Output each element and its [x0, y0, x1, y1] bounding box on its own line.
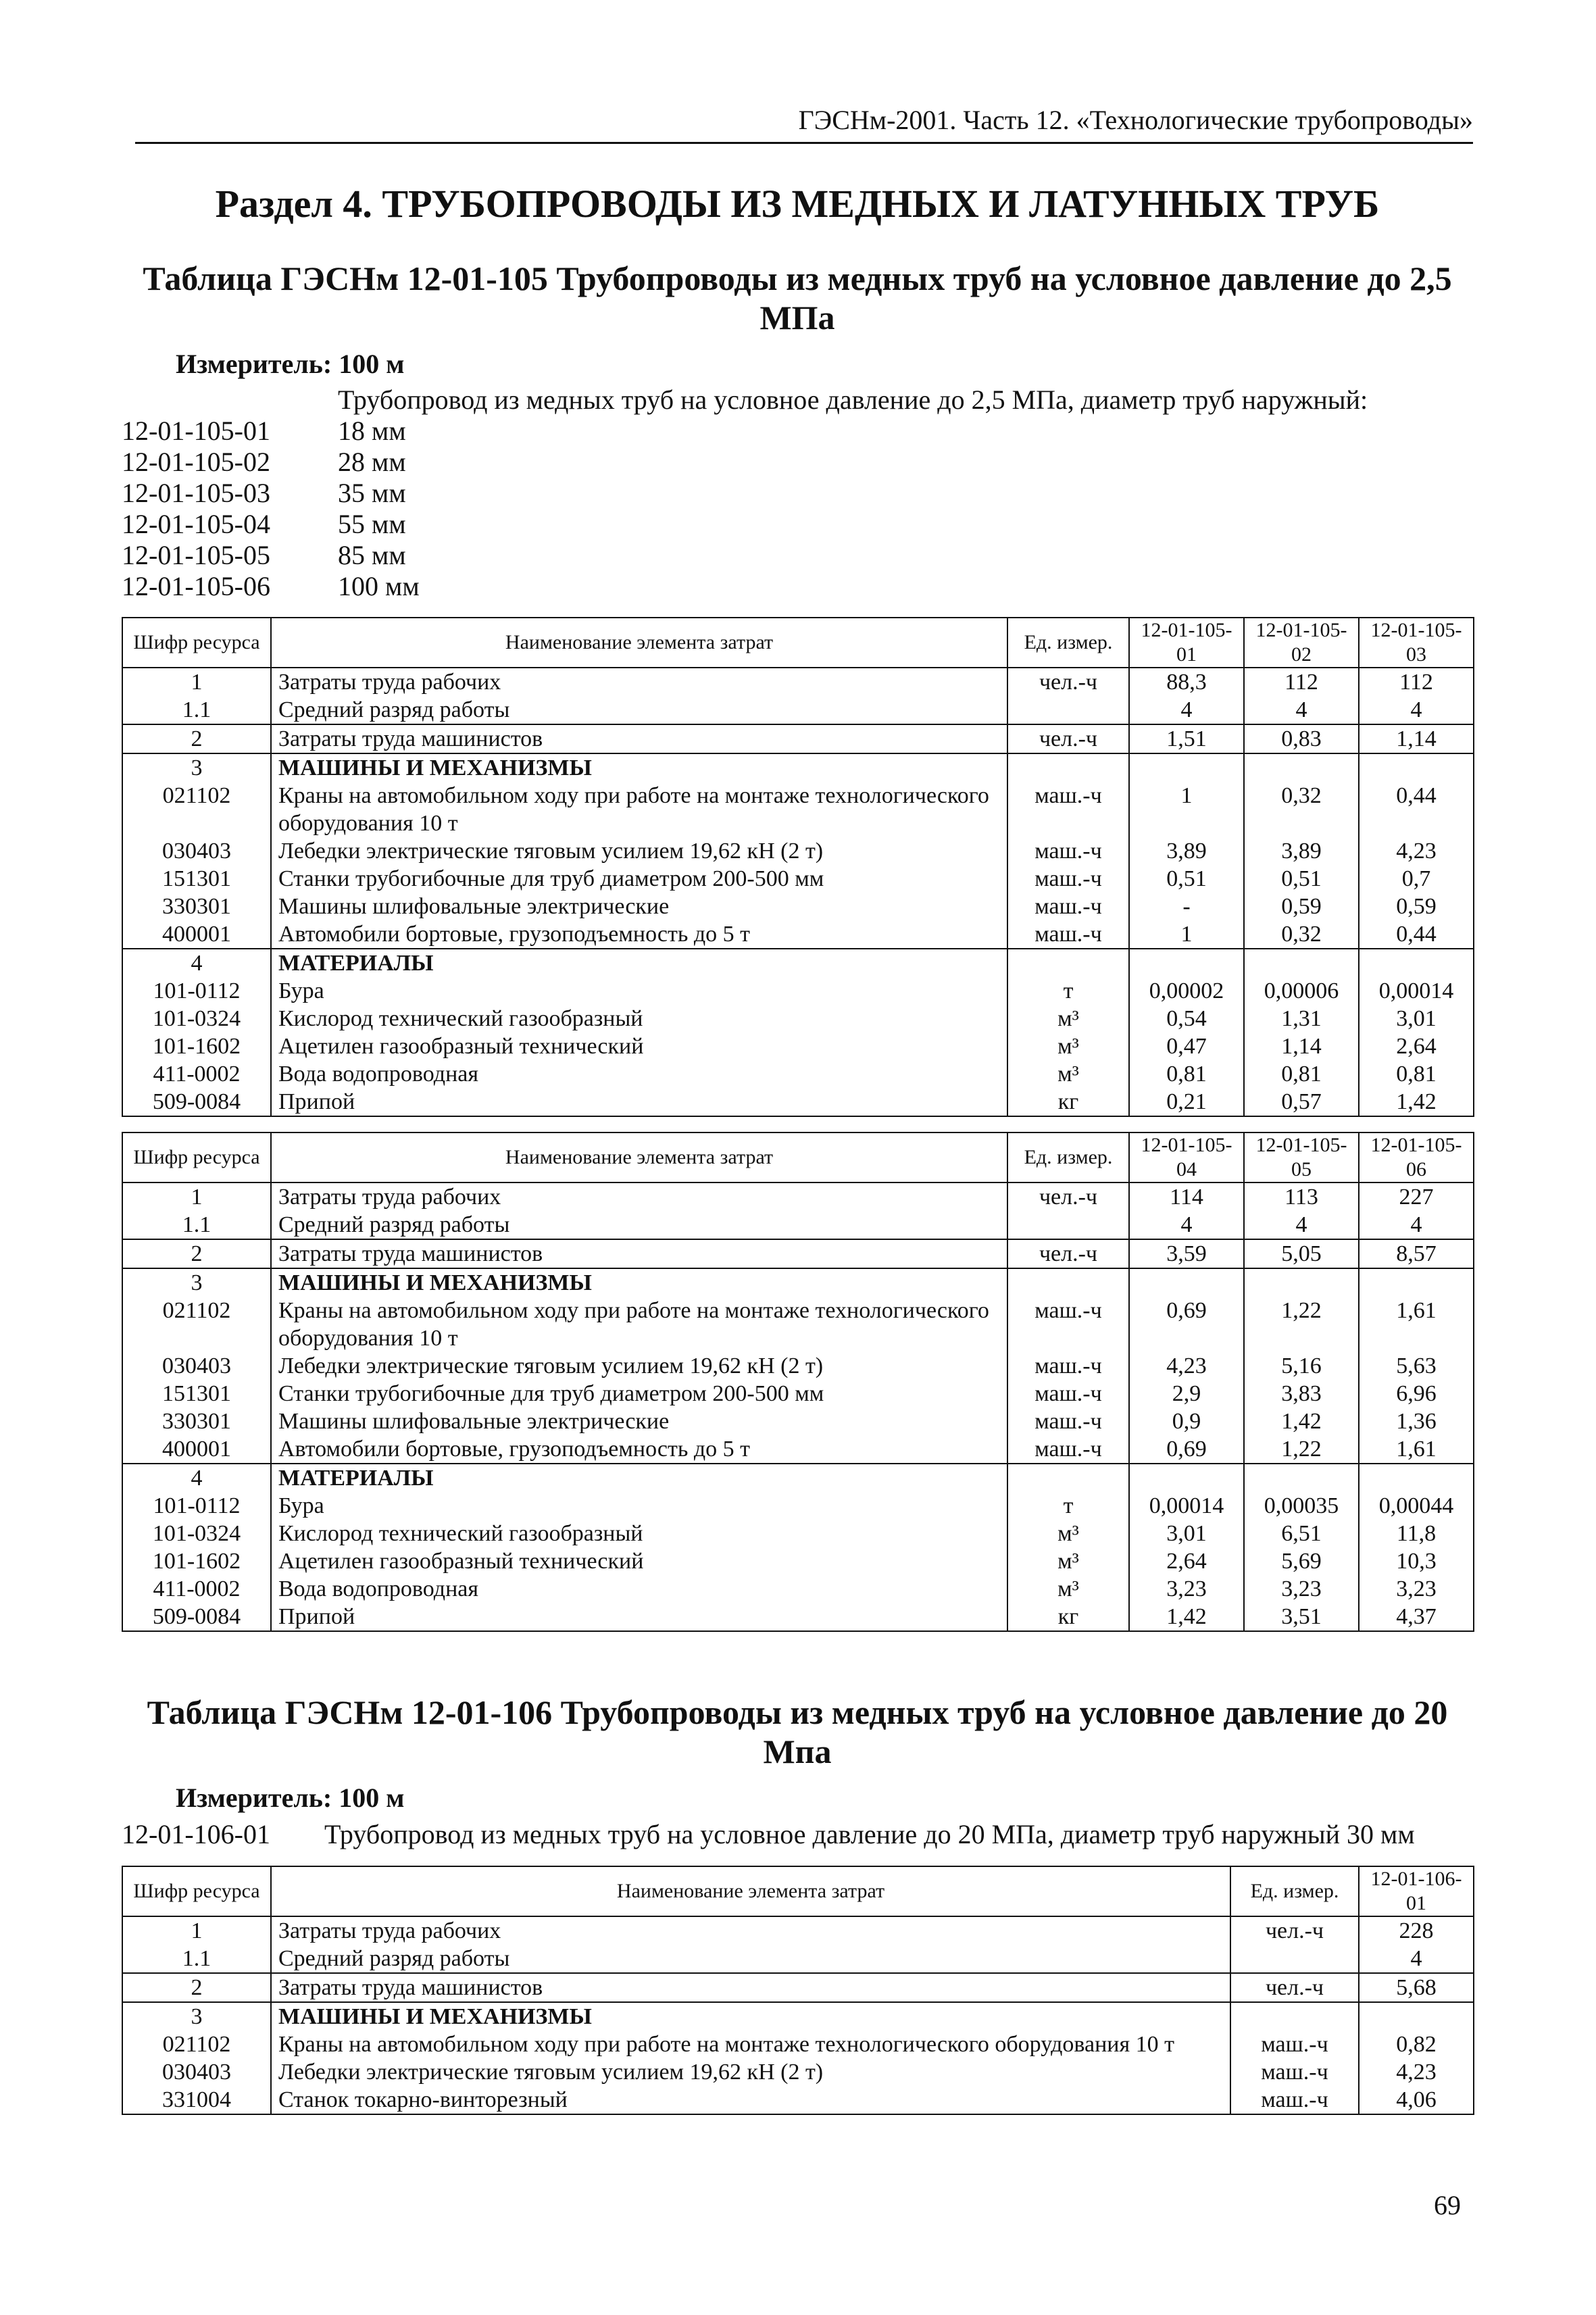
resource-value: 113	[1244, 1183, 1359, 1211]
resource-value: 0,81	[1244, 1060, 1359, 1088]
resource-value	[1129, 949, 1244, 977]
resource-code: 3	[122, 1268, 271, 1297]
resource-name: Ацетилен газообразный технический	[271, 1032, 1007, 1060]
resource-name: Станки трубогибочные для труб диаметром 200-500 мм	[271, 865, 1007, 893]
resource-name: Вода водопроводная	[271, 1060, 1007, 1088]
code-list-code: 12-01-105-02	[122, 447, 270, 477]
resource-name: Машины шлифовальные электрические	[271, 893, 1007, 920]
resource-name: МАШИНЫ И МЕХАНИЗМЫ	[271, 2002, 1230, 2031]
table-row	[122, 1060, 1474, 1088]
resource-value	[1359, 949, 1474, 977]
resource-value: 0,21	[1129, 1088, 1244, 1116]
resource-value: 0,44	[1359, 920, 1474, 949]
table-106-description	[122, 1818, 1473, 1851]
resource-value: 0,51	[1244, 865, 1359, 893]
resource-name: Припой	[271, 1088, 1007, 1116]
resource-unit	[1230, 1945, 1359, 1973]
code-list-item	[122, 478, 1473, 509]
resource-value: 4	[1244, 696, 1359, 724]
resource-value: 0,00014	[1129, 1492, 1244, 1520]
resource-unit	[1007, 753, 1129, 782]
resource-value	[1244, 753, 1359, 782]
resource-value: 0,54	[1129, 1005, 1244, 1032]
resource-value: 0,47	[1129, 1032, 1244, 1060]
resource-value: 227	[1359, 1183, 1474, 1211]
resource-value: 3,01	[1359, 1005, 1474, 1032]
resource-code: 101-0324	[122, 1520, 271, 1547]
resource-code: 330301	[122, 1408, 271, 1435]
resource-value: 5,63	[1359, 1352, 1474, 1380]
resource-value: 0,9	[1129, 1408, 1244, 1435]
resource-code: 101-0324	[122, 1005, 271, 1032]
resource-unit: чел.-ч	[1007, 1239, 1129, 1268]
header-column-code: 12-01-105-03	[1359, 618, 1474, 668]
resource-name: Автомобили бортовые, грузоподъемность до 5 т	[271, 920, 1007, 949]
table-row	[122, 1408, 1474, 1435]
resource-unit: м³	[1007, 1005, 1129, 1032]
code-list-code: 12-01-105-06	[122, 571, 270, 601]
resource-code: 030403	[122, 2058, 271, 2086]
table-row	[122, 2058, 1474, 2086]
resource-code: 101-0112	[122, 1492, 271, 1520]
table-106-code: 12-01-106-01	[122, 1819, 270, 1849]
table-row	[122, 782, 1474, 837]
resource-value: 4	[1359, 1945, 1474, 1973]
header-unit: Ед. измер.	[1007, 618, 1129, 668]
table-106-title: Таблица ГЭСНм 12-01-106 Трубопроводы из медных труб на условное давление до 20 Мпа	[147, 1693, 1448, 1770]
resource-code: 330301	[122, 893, 271, 920]
resource-value: 0,00044	[1359, 1492, 1474, 1520]
code-list-item	[122, 509, 1473, 540]
resource-value: 3,89	[1244, 837, 1359, 865]
resource-code: 030403	[122, 837, 271, 865]
resource-code: 411-0002	[122, 1060, 271, 1088]
table-106-desc-text: Трубопровод из медных труб на условное давление до 20 МПа, диаметр труб наружный 30 мм	[324, 1819, 1415, 1849]
resource-unit: маш.-ч	[1007, 837, 1129, 865]
resource-value: 0,00014	[1359, 977, 1474, 1005]
resource-value: 1,36	[1359, 1408, 1474, 1435]
resource-unit: маш.-ч	[1007, 1408, 1129, 1435]
resource-value	[1359, 1464, 1474, 1492]
resource-value: 112	[1359, 668, 1474, 696]
resource-value: 1,42	[1244, 1408, 1359, 1435]
resource-value	[1244, 1268, 1359, 1297]
resource-code: 101-0112	[122, 977, 271, 1005]
resource-table-105-a	[122, 617, 1474, 1117]
resource-value: 6,96	[1359, 1380, 1474, 1408]
resource-name: Затраты труда машинистов	[271, 1973, 1230, 2002]
resource-value: 0,7	[1359, 865, 1474, 893]
resource-value	[1359, 753, 1474, 782]
code-list-code: 12-01-105-01	[122, 416, 270, 446]
resource-code: 2	[122, 724, 271, 753]
resource-name: Средний разряд работы	[271, 1945, 1230, 1973]
resource-unit: маш.-ч	[1230, 2058, 1359, 2086]
resource-value: 0,32	[1244, 782, 1359, 837]
table-105-title: Таблица ГЭСНм 12-01-105 Трубопроводы из медных труб на условное давление до 2,5 МПа	[143, 259, 1452, 337]
resource-value: 4	[1359, 1211, 1474, 1239]
resource-value: 0,00002	[1129, 977, 1244, 1005]
resource-name: МАШИНЫ И МЕХАНИЗМЫ	[271, 1268, 1007, 1297]
resource-unit: т	[1007, 1492, 1129, 1520]
resource-value: 0,51	[1129, 865, 1244, 893]
resource-code: 400001	[122, 1435, 271, 1464]
resource-value: 0,59	[1244, 893, 1359, 920]
code-list-size: 100 мм	[338, 571, 420, 601]
resource-value: 1,31	[1244, 1005, 1359, 1032]
table-row	[122, 893, 1474, 920]
resource-value: 4	[1129, 696, 1244, 724]
resource-value: 0,83	[1244, 724, 1359, 753]
resource-value: 228	[1359, 1916, 1474, 1945]
resource-name: Бура	[271, 1492, 1007, 1520]
running-header: ГЭСНм-2001. Часть 12. «Технологические трубопроводы»	[135, 101, 1473, 144]
resource-name: Краны на автомобильном ходу при работе на монтаже технологического оборудования 10 т	[271, 2031, 1230, 2058]
resource-name: Машины шлифовальные электрические	[271, 1408, 1007, 1435]
header-name: Наименование элемента затрат	[271, 1866, 1230, 1916]
table-105-meter: Измеритель: 100 м	[176, 349, 405, 379]
resource-value: 1,22	[1244, 1297, 1359, 1352]
resource-value: 112	[1244, 668, 1359, 696]
code-list-code: 12-01-105-04	[122, 509, 270, 539]
code-list-code: 12-01-105-05	[122, 540, 270, 570]
resource-value: 1,14	[1244, 1032, 1359, 1060]
resource-unit: маш.-ч	[1007, 1352, 1129, 1380]
code-list-size: 55 мм	[338, 509, 406, 539]
code-list-size: 28 мм	[338, 447, 406, 477]
resource-value: 3,59	[1129, 1239, 1244, 1268]
resource-code: 1	[122, 1183, 271, 1211]
resource-value: 4,06	[1359, 2086, 1474, 2114]
resource-value: 0,69	[1129, 1297, 1244, 1352]
header-column-code: 12-01-105-01	[1129, 618, 1244, 668]
resource-unit	[1007, 1211, 1129, 1239]
resource-code: 1.1	[122, 696, 271, 724]
resource-value: 114	[1129, 1183, 1244, 1211]
resource-value: 1,14	[1359, 724, 1474, 753]
resource-value: 4,23	[1359, 2058, 1474, 2086]
resource-name: Вода водопроводная	[271, 1575, 1007, 1603]
table-row	[122, 1032, 1474, 1060]
resource-name: Станок токарно-винторезный	[271, 2086, 1230, 2114]
resource-unit: кг	[1007, 1603, 1129, 1631]
resource-value: 3,23	[1244, 1575, 1359, 1603]
resource-code: 400001	[122, 920, 271, 949]
resource-value: 2,64	[1359, 1032, 1474, 1060]
resource-name: Кислород технический газообразный	[271, 1520, 1007, 1547]
resource-code: 1.1	[122, 1945, 271, 1973]
resource-name: Затраты труда рабочих	[271, 668, 1007, 696]
resource-value: 4	[1244, 1211, 1359, 1239]
resource-name: Припой	[271, 1603, 1007, 1631]
resource-name: Средний разряд работы	[271, 696, 1007, 724]
resource-value: 3,01	[1129, 1520, 1244, 1547]
resource-unit	[1007, 949, 1129, 977]
resource-value	[1129, 1464, 1244, 1492]
table-row	[122, 1297, 1474, 1352]
resource-unit: маш.-ч	[1007, 1435, 1129, 1464]
resource-name: Станки трубогибочные для труб диаметром 200-500 мм	[271, 1380, 1007, 1408]
resource-code: 331004	[122, 2086, 271, 2114]
resource-code: 509-0084	[122, 1603, 271, 1631]
resource-value: 10,3	[1359, 1547, 1474, 1575]
resource-unit: маш.-ч	[1007, 920, 1129, 949]
resource-unit	[1007, 1268, 1129, 1297]
table-row	[122, 696, 1474, 724]
resource-value: 1,42	[1359, 1088, 1474, 1116]
resource-unit: м³	[1007, 1575, 1129, 1603]
resource-code: 021102	[122, 2031, 271, 2058]
resource-unit: маш.-ч	[1007, 865, 1129, 893]
document-page	[122, 101, 1473, 2115]
resource-value: 2,64	[1129, 1547, 1244, 1575]
resource-unit: кг	[1007, 1088, 1129, 1116]
resource-value: 4,23	[1129, 1352, 1244, 1380]
resource-code: 3	[122, 753, 271, 782]
code-list-size: 85 мм	[338, 540, 406, 570]
table-row	[122, 1380, 1474, 1408]
resource-unit	[1007, 1464, 1129, 1492]
resource-unit: маш.-ч	[1007, 893, 1129, 920]
table-105-code-list	[122, 416, 1473, 602]
resource-name: Ацетилен газообразный технический	[271, 1547, 1007, 1575]
resource-value: 1,51	[1129, 724, 1244, 753]
table-row	[122, 753, 1474, 782]
resource-unit: м³	[1007, 1520, 1129, 1547]
resource-value: 0,32	[1244, 920, 1359, 949]
resource-value: 0,57	[1244, 1088, 1359, 1116]
resource-value: 3,51	[1244, 1603, 1359, 1631]
table-row	[122, 1268, 1474, 1297]
resource-value: 0,81	[1359, 1060, 1474, 1088]
section-title: Раздел 4. ТРУБОПРОВОДЫ ИЗ МЕДНЫХ И ЛАТУННЫХ ТРУБ	[215, 182, 1380, 226]
table-row	[122, 1916, 1474, 1945]
table-row	[122, 1183, 1474, 1211]
resource-name: Бура	[271, 977, 1007, 1005]
resource-value	[1129, 753, 1244, 782]
header-column-code: 12-01-106-01	[1359, 1866, 1474, 1916]
code-list-code: 12-01-105-03	[122, 478, 270, 508]
resource-value: 2,9	[1129, 1380, 1244, 1408]
resource-value: 6,51	[1244, 1520, 1359, 1547]
table-row	[122, 1603, 1474, 1631]
resource-name: Затраты труда машинистов	[271, 724, 1007, 753]
resource-value: 1,22	[1244, 1435, 1359, 1464]
resource-code: 4	[122, 949, 271, 977]
resource-value: 5,05	[1244, 1239, 1359, 1268]
code-list-item	[122, 571, 1473, 602]
resource-value: 1,42	[1129, 1603, 1244, 1631]
table-row	[122, 1520, 1474, 1547]
resource-name: МАШИНЫ И МЕХАНИЗМЫ	[271, 753, 1007, 782]
header-unit: Ед. измер.	[1007, 1132, 1129, 1183]
table-105-intro: Трубопровод из медных труб на условное давление до 2,5 МПа, диаметр труб наружный:	[338, 384, 1368, 415]
resource-unit: маш.-ч	[1007, 1380, 1129, 1408]
resource-name: МАТЕРИАЛЫ	[271, 949, 1007, 977]
resource-unit: маш.-ч	[1230, 2086, 1359, 2114]
resource-name: МАТЕРИАЛЫ	[271, 1464, 1007, 1492]
resource-code: 4	[122, 1464, 271, 1492]
resource-value: 0,59	[1359, 893, 1474, 920]
resource-value: 4,37	[1359, 1603, 1474, 1631]
resource-unit: т	[1007, 977, 1129, 1005]
resource-code: 101-1602	[122, 1032, 271, 1060]
table-row	[122, 1575, 1474, 1603]
resource-value: 3,23	[1359, 1575, 1474, 1603]
resource-value: 8,57	[1359, 1239, 1474, 1268]
resource-code: 2	[122, 1973, 271, 2002]
resource-value: 0,00035	[1244, 1492, 1359, 1520]
resource-value: 11,8	[1359, 1520, 1474, 1547]
table-row	[122, 949, 1474, 977]
resource-value: 4	[1129, 1211, 1244, 1239]
header-unit: Ед. измер.	[1230, 1866, 1359, 1916]
header-column-code: 12-01-105-04	[1129, 1132, 1244, 1183]
resource-code: 411-0002	[122, 1575, 271, 1603]
resource-code: 1.1	[122, 1211, 271, 1239]
code-list-item	[122, 540, 1473, 571]
table-row	[122, 1005, 1474, 1032]
resource-value: 1,61	[1359, 1297, 1474, 1352]
resource-value: 0,00006	[1244, 977, 1359, 1005]
resource-name: Лебедки электрические тяговым усилием 19,62 кН (2 т)	[271, 2058, 1230, 2086]
resource-unit	[1007, 696, 1129, 724]
resource-table-105-b	[122, 1132, 1474, 1632]
resource-name: Лебедки электрические тяговым усилием 19,62 кН (2 т)	[271, 1352, 1007, 1380]
resource-value	[1359, 1268, 1474, 1297]
resource-value: 0,44	[1359, 782, 1474, 837]
resource-unit: чел.-ч	[1007, 1183, 1129, 1211]
resource-value: 0,81	[1129, 1060, 1244, 1088]
resource-code: 151301	[122, 1380, 271, 1408]
resource-value	[1359, 2002, 1474, 2031]
resource-unit: чел.-ч	[1230, 1973, 1359, 2002]
table-row	[122, 1435, 1474, 1464]
resource-value: 3,89	[1129, 837, 1244, 865]
header-name: Наименование элемента затрат	[271, 618, 1007, 668]
resource-code: 021102	[122, 1297, 271, 1352]
resource-code: 3	[122, 2002, 271, 2031]
resource-value: 1	[1129, 782, 1244, 837]
resource-value: 0,82	[1359, 2031, 1474, 2058]
resource-unit: чел.-ч	[1230, 1916, 1359, 1945]
resource-value: 4,23	[1359, 837, 1474, 865]
resource-name: Лебедки электрические тяговым усилием 19,62 кН (2 т)	[271, 837, 1007, 865]
table-row	[122, 2086, 1474, 2114]
resource-unit: маш.-ч	[1230, 2031, 1359, 2058]
resource-name: Средний разряд работы	[271, 1211, 1007, 1239]
header-column-code: 12-01-105-02	[1244, 618, 1359, 668]
table-row	[122, 1088, 1474, 1116]
table-row	[122, 1239, 1474, 1268]
resource-name: Автомобили бортовые, грузоподъемность до 5 т	[271, 1435, 1007, 1464]
resource-value	[1129, 1268, 1244, 1297]
table-row	[122, 2031, 1474, 2058]
table-row	[122, 2002, 1474, 2031]
resource-name: Затраты труда рабочих	[271, 1183, 1007, 1211]
table-row	[122, 1973, 1474, 2002]
resource-value: 88,3	[1129, 668, 1244, 696]
resource-unit: м³	[1007, 1060, 1129, 1088]
code-list-size: 35 мм	[338, 478, 406, 508]
resource-name: Затраты труда рабочих	[271, 1916, 1230, 1945]
header-code: Шифр ресурса	[122, 1866, 271, 1916]
table-row	[122, 977, 1474, 1005]
header-code: Шифр ресурса	[122, 618, 271, 668]
resource-value: 1	[1129, 920, 1244, 949]
resource-unit	[1230, 2002, 1359, 2031]
resource-value: 3,83	[1244, 1380, 1359, 1408]
resource-code: 1	[122, 668, 271, 696]
resource-table-106	[122, 1866, 1474, 2115]
table-106-meter: Измеритель: 100 м	[176, 1783, 405, 1813]
resource-unit: м³	[1007, 1547, 1129, 1575]
table-row	[122, 1547, 1474, 1575]
resource-value	[1244, 1464, 1359, 1492]
resource-name: Кислород технический газообразный	[271, 1005, 1007, 1032]
resource-unit: маш.-ч	[1007, 782, 1129, 837]
table-row	[122, 1492, 1474, 1520]
table-row	[122, 837, 1474, 865]
table-row	[122, 920, 1474, 949]
table-row	[122, 668, 1474, 696]
resource-code: 030403	[122, 1352, 271, 1380]
header-name: Наименование элемента затрат	[271, 1132, 1007, 1183]
resource-name: Затраты труда машинистов	[271, 1239, 1007, 1268]
table-row	[122, 865, 1474, 893]
header-column-code: 12-01-105-05	[1244, 1132, 1359, 1183]
code-list-item	[122, 416, 1473, 447]
resource-code: 021102	[122, 782, 271, 837]
header-code: Шифр ресурса	[122, 1132, 271, 1183]
code-list-item	[122, 447, 1473, 478]
resource-value: 3,23	[1129, 1575, 1244, 1603]
resource-value: 1,61	[1359, 1435, 1474, 1464]
table-row	[122, 724, 1474, 753]
resource-value	[1244, 949, 1359, 977]
resource-code: 509-0084	[122, 1088, 271, 1116]
page-number: 69	[1434, 2190, 1461, 2220]
resource-value: 5,16	[1244, 1352, 1359, 1380]
resource-unit: м³	[1007, 1032, 1129, 1060]
resource-value: 0,69	[1129, 1435, 1244, 1464]
resource-name: Краны на автомобильном ходу при работе на монтаже технологического оборудования 10 т	[271, 1297, 1007, 1352]
resource-value: -	[1129, 893, 1244, 920]
resource-value: 5,68	[1359, 1973, 1474, 2002]
table-row	[122, 1464, 1474, 1492]
resource-value: 5,69	[1244, 1547, 1359, 1575]
resource-code: 101-1602	[122, 1547, 271, 1575]
resource-unit: чел.-ч	[1007, 724, 1129, 753]
resource-unit: чел.-ч	[1007, 668, 1129, 696]
resource-code: 1	[122, 1916, 271, 1945]
resource-name: Краны на автомобильном ходу при работе на монтаже технологического оборудования 10 т	[271, 782, 1007, 837]
resource-code: 2	[122, 1239, 271, 1268]
code-list-size: 18 мм	[338, 416, 406, 446]
resource-value: 4	[1359, 696, 1474, 724]
table-row	[122, 1945, 1474, 1973]
table-row	[122, 1211, 1474, 1239]
table-row	[122, 1352, 1474, 1380]
resource-code: 151301	[122, 865, 271, 893]
resource-unit: маш.-ч	[1007, 1297, 1129, 1352]
header-column-code: 12-01-105-06	[1359, 1132, 1474, 1183]
